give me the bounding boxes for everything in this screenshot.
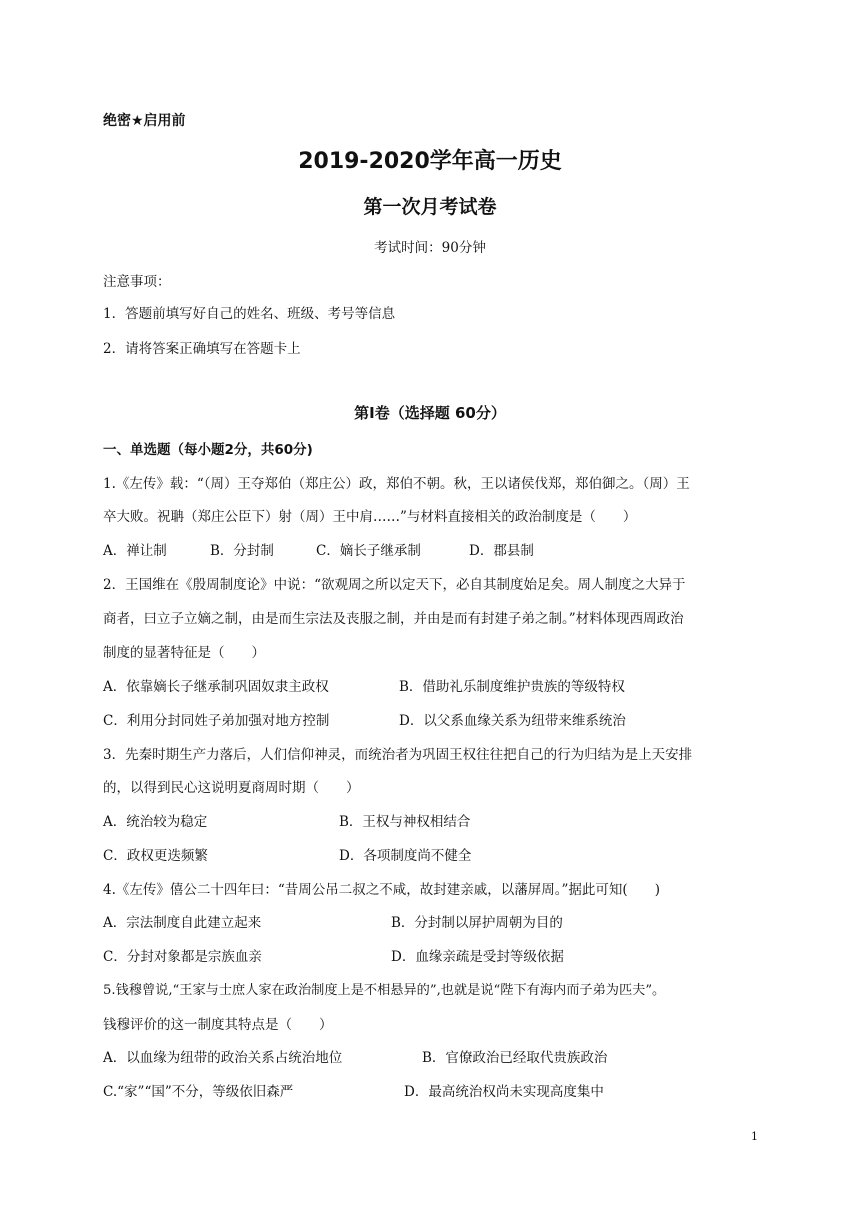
question-3-option-d: D．各项制度尚不健全 [339,848,472,864]
question-4-option-a: A．宗法制度自此建立起来 [103,915,262,931]
question-5-option-d: D．最高统治权尚未实现高度集中 [404,1084,604,1100]
question-1-option-c: C．嫡长子继承制 [316,543,421,559]
question-2-line-3: 制度的显著特征是（ ） [103,645,265,661]
question-1-option-d: D．郡县制 [469,543,534,559]
question-2-line-2: 商者，曰立子立嫡之制，由是而生宗法及丧服之制，并由是而有封建子弟之制。”材料体现西周政治 [103,611,684,627]
question-4-line-1: 4.《左传》僖公二十四年曰：“昔周公吊二叔之不咸，故封建亲戚，以藩屏周。”据此可知( ) [103,882,660,898]
question-4-option-c: C．分封对象都是宗族血亲 [103,949,262,965]
question-5-line-2: 钱穆评价的这一制度其特点是（ ） [103,1017,333,1033]
exam-time: 考试时间：90分钟 [374,240,486,256]
question-4-option-d: D．血缘亲疏是受封等级依据 [391,949,564,965]
question-2-line-1: 2．王国维在《殷周制度论》中说：“欲观周之所以定天下，必自其制度始足矣。周人制度之大异于 [103,577,686,593]
question-5-line-1: 5.钱穆曾说,“王家与士庶人家在政治制度上是不相悬异的”,也就是说“陛下有海内而子弟为匹夫”。 [103,983,666,998]
note-item: 1．答题前填写好自己的姓名、班级、考号等信息 [103,306,396,322]
question-3-option-b: B．王权与神权相结合 [339,814,471,830]
question-3-option-c: C．政权更迭频繁 [103,848,208,864]
question-2-option-d: D．以父系血缘关系为纽带来维系统治 [399,713,626,729]
question-1-option-b: B．分封制 [210,543,274,559]
question-2-option-b: B．借助礼乐制度维护贵族的等级特权 [399,679,625,695]
question-3-option-a: A．统治较为稳定 [103,814,208,830]
question-3-line-2: 的，以得到民心这说明夏商周时期（ ） [103,780,360,796]
page-number: 1 [751,1130,758,1143]
notes-heading: 注意事项： [103,274,171,290]
question-1-line-2: 卒大败。祝聃（郑庄公臣下）射（周）王中肩……”与材料直接相关的政治制度是（ ） [103,509,637,525]
question-4-option-b: B．分封制以屏护周朝为目的 [391,915,563,931]
question-2-option-c: C．利用分封同姓子弟加强对地方控制 [103,713,330,729]
question-1-option-a: A．禅让制 [103,543,167,559]
question-5-option-c: C.“家”“国”不分，等级依旧森严 [103,1084,294,1100]
note-item: 2．请将答案正确填写在答题卡上 [103,341,301,357]
question-5-option-a: A．以血缘为纽带的政治关系占统治地位 [103,1050,343,1066]
section-title: 第Ⅰ卷（选择题 60分） [354,404,506,422]
confidential-label: 绝密★启用前 [103,113,186,129]
question-3-line-1: 3．先秦时期生产力落后，人们信仰神灵，而统治者为巩固王权往往把自己的行为归结为是上天安排 [103,747,693,763]
question-5-option-b: B．官僚政治已经取代贵族政治 [422,1050,608,1066]
question-2-option-a: A．依靠嫡长子继承制巩固奴隶主政权 [103,679,329,695]
question-1-line-1: 1.《左传》载：“（周）王夺郑伯（郑庄公）政，郑伯不朝。秋，王以诸侯伐郑，郑伯御之。（周）王 [103,476,690,492]
page-title: 2019-2020学年高一历史 [298,149,562,174]
part-heading: 一、单选题（每小题2分，共60分) [103,442,313,458]
page-subtitle: 第一次月考试卷 [363,196,497,218]
